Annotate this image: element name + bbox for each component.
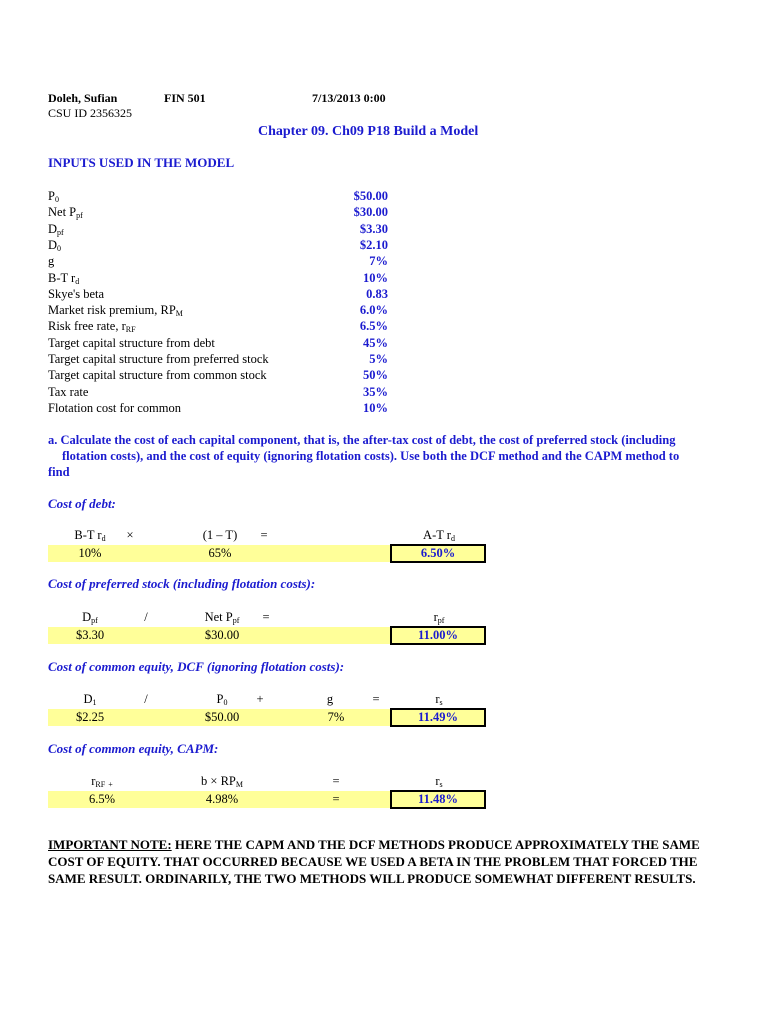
dcf-header-d1: $D_1$ <box>83 692 97 707</box>
debt-header-atrd: A-T $r_d$ <box>423 528 455 543</box>
debt-header-one-minus-t: (1 – T) <box>202 528 238 542</box>
pref-header-netppf: Net $P_{pf}$ <box>204 610 240 625</box>
cost-of-debt-title: Cost of debt: <box>48 496 116 511</box>
capm-header-b-rpm: $b \times RP_M$ <box>201 774 243 789</box>
pref-op-equals: = <box>262 610 270 624</box>
input-row <box>48 205 388 221</box>
input-row <box>48 368 388 384</box>
input-value[interactable]: 35% <box>363 384 388 399</box>
input-value[interactable]: 5% <box>369 352 388 366</box>
input-value[interactable]: $50.00 <box>353 189 388 203</box>
page-title: Chapter 09. Ch09 P18 Build a Model <box>258 124 479 139</box>
input-value[interactable]: 10% <box>363 400 388 415</box>
debt-value-btrd: 10% <box>78 546 102 560</box>
cost-of-preferred-title: Cost of preferred stock (including flotation costs): <box>48 576 316 591</box>
input-label: $D_{pf}$ <box>48 221 64 237</box>
input-value[interactable]: 7% <box>369 254 388 269</box>
input-value[interactable]: 50% <box>363 368 388 383</box>
input-value[interactable]: $30.00 <box>353 205 388 220</box>
capm-row-equals: = <box>332 792 340 806</box>
input-row <box>48 189 388 205</box>
input-row <box>48 401 388 417</box>
dcf-value-d1: $2.25 <box>75 710 105 724</box>
input-label: g <box>48 254 55 269</box>
input-row <box>48 271 388 287</box>
input-value[interactable]: 6.5% <box>359 319 388 334</box>
pref-value-netppf: $30.00 <box>204 628 240 642</box>
input-label: Target capital structure from common stock <box>48 368 267 383</box>
input-label: Net $P_{pf}$ <box>48 205 83 221</box>
debt-result-cell[interactable]: 6.50% <box>390 544 486 563</box>
capm-header-rrf: $r_{RF}$ $_+$ <box>91 774 113 789</box>
student-id: CSU ID 2356325 <box>48 106 133 120</box>
input-label: Target capital structure from preferred stock <box>48 352 269 366</box>
input-row <box>48 385 388 401</box>
question-a <box>48 432 698 480</box>
pref-header-dpf: $D_{pf}$ <box>82 610 98 625</box>
input-label: B-T $r_d$ <box>48 270 80 286</box>
pref-value-dpf: $3.30 <box>75 628 105 642</box>
question-a-line3: find <box>48 465 70 479</box>
important-note-line1 <box>48 836 708 853</box>
cost-of-equity-capm-title: Cost of common equity, CAPM: <box>48 741 219 756</box>
course-code: FIN 501 <box>164 91 206 105</box>
pref-result-cell[interactable]: 11.00% <box>390 626 486 645</box>
dcf-op-divide: / <box>144 692 148 706</box>
input-row <box>48 352 388 368</box>
capm-value-rrf: 6.5% <box>88 792 116 806</box>
input-value[interactable]: 6.0% <box>359 303 388 318</box>
input-row <box>48 303 388 319</box>
important-note-label: IMPORTANT NOTE: <box>48 837 172 852</box>
dcf-header-p0: $P_0$ <box>216 692 228 707</box>
dcf-value-p0: $50.00 <box>204 710 240 724</box>
input-label: Tax rate <box>48 384 89 399</box>
capm-value-b-rpm: 4.98% <box>205 792 239 806</box>
capm-header-rs: $r_s$ <box>435 774 443 789</box>
dcf-op-equals: = <box>372 692 380 706</box>
input-label: $P_0$ <box>48 189 59 204</box>
input-row <box>48 222 388 238</box>
pref-header-rpf: $r_{pf}$ <box>433 610 445 625</box>
input-label: $D_0$ <box>48 237 62 253</box>
debt-header-btrd: B-T $r_d$ <box>74 528 106 543</box>
debt-value-one-minus-t: 65% <box>208 546 232 560</box>
dcf-result-cell[interactable]: 11.49% <box>390 708 486 727</box>
important-note-line2: COST OF EQUITY. THAT OCCURRED BECAUSE WE USED A BETA IN THE PROBLEM THAT FORCED THE <box>48 854 698 869</box>
debt-op-equals: = <box>260 528 268 542</box>
input-label: Risk free rate, $r_{RF}$ <box>48 319 136 335</box>
debt-op-times: × <box>126 528 134 542</box>
input-label: Market risk premium, $RP_M$ <box>48 303 183 319</box>
important-note-line3: SAME RESULT. ORDINARILY, THE TWO METHODS WILL PRODUCE SOMEWHAT DIFFERENT RESULTS. <box>48 871 696 886</box>
input-row <box>48 238 388 254</box>
pref-op-divide: / <box>144 610 148 624</box>
important-note-text1: HERE THE CAPM AND THE DCF METHODS PRODUCE APPROXIMATELY THE SAME <box>171 837 700 852</box>
input-label: Flotation cost for common <box>48 400 181 415</box>
cost-of-equity-dcf-title: Cost of common equity, DCF (ignoring flotation costs): <box>48 659 345 674</box>
important-note <box>48 836 708 887</box>
input-row <box>48 254 388 270</box>
student-name: Doleh, Sufian <box>48 91 118 105</box>
input-row <box>48 287 388 303</box>
dcf-value-g: 7% <box>327 710 345 724</box>
question-a-line2: flotation costs), and the cost of equity (ignoring flotation costs). Use both the DCF method and the CAPM method to <box>62 449 680 463</box>
inputs-heading: INPUTS USED IN THE MODEL <box>48 155 235 170</box>
report-date: 7/13/2013 0:00 <box>312 91 386 105</box>
input-value[interactable]: 0.83 <box>366 286 388 301</box>
dcf-header-g: g <box>326 692 334 706</box>
input-row <box>48 319 388 335</box>
input-value[interactable]: 10% <box>363 270 388 285</box>
input-value[interactable]: $2.10 <box>359 237 388 252</box>
input-value[interactable]: $3.30 <box>359 221 388 236</box>
capm-result-cell[interactable]: 11.48% <box>390 790 486 809</box>
input-row <box>48 336 388 352</box>
capm-op-equals: = <box>332 774 340 788</box>
input-label: Target capital structure from debt <box>48 335 215 350</box>
input-value[interactable]: 45% <box>363 335 388 350</box>
dcf-op-plus: + <box>256 692 264 706</box>
question-a-line1: a. Calculate the cost of each capital component, that is, the after-tax cost of debt, the cost of preferred stock (including <box>48 433 676 447</box>
input-label: Skye's beta <box>48 286 105 301</box>
dcf-header-rs: $r_s$ <box>435 692 443 707</box>
